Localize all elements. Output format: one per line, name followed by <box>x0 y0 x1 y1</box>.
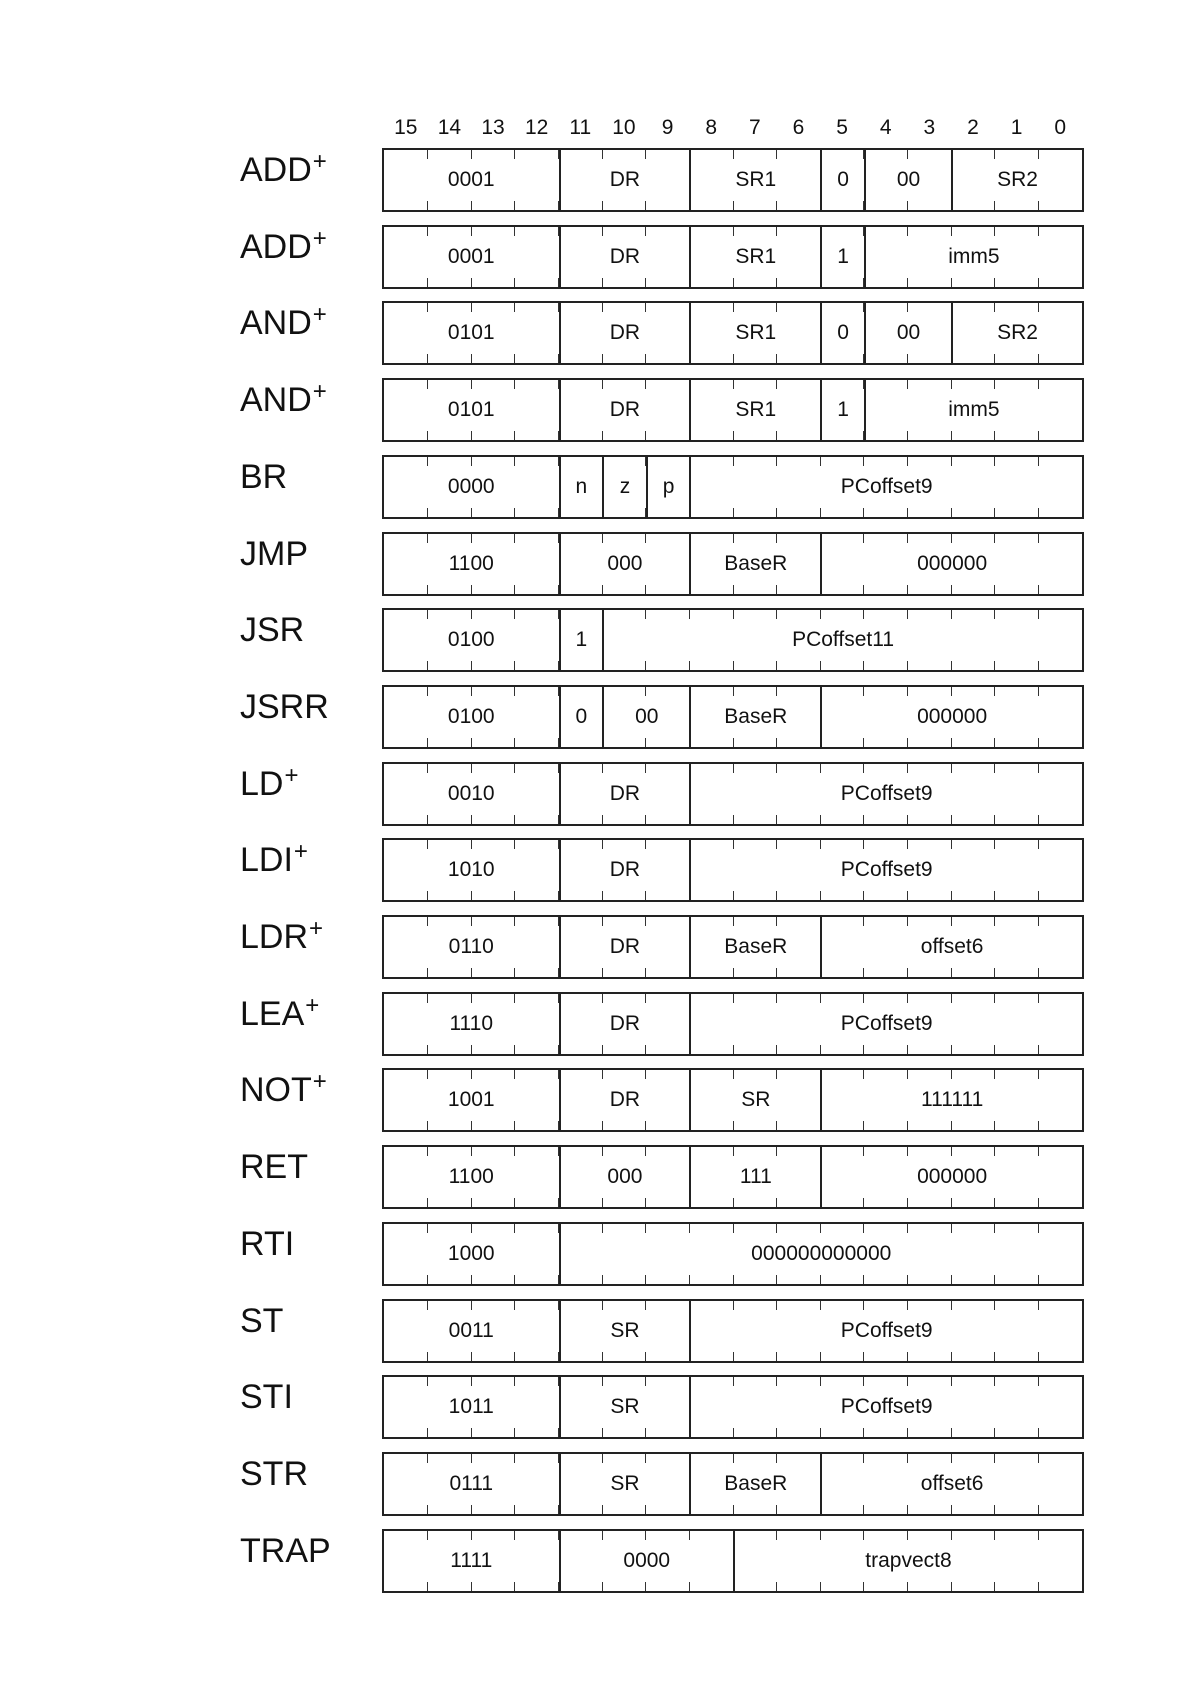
bit-field: PCoffset9 <box>689 457 1082 517</box>
instruction-word-box <box>382 838 1084 902</box>
instruction-row <box>0 685 1192 749</box>
instruction-word-box <box>382 1299 1084 1363</box>
bit-field: BaseR <box>689 917 820 977</box>
bit-field: SR <box>559 1454 690 1514</box>
bit-field: offset6 <box>820 1454 1082 1514</box>
bit-field: 0001 <box>447 168 495 191</box>
bit-field: 1100 <box>448 551 494 575</box>
mnemonic-text: NOT <box>240 1071 312 1110</box>
instruction-mnemonic <box>240 1531 331 1571</box>
mnemonic-text: ADD <box>240 151 312 189</box>
bit-field: 1111 <box>450 1548 493 1572</box>
bit-position-label: 14 <box>437 116 462 139</box>
bit-field: DR <box>559 380 690 440</box>
instruction-row <box>0 225 1192 289</box>
mnemonic-text: JSR <box>240 611 305 650</box>
mnemonic-text: LDR <box>240 918 309 956</box>
mnemonic-text: STR <box>240 1454 308 1493</box>
instruction-mnemonic <box>240 457 287 497</box>
bit-field: 1110 <box>449 1011 494 1035</box>
bit-field: SR <box>689 1070 820 1130</box>
bit-position-label: 12 <box>525 116 549 139</box>
bit-position-label: 2 <box>967 116 979 139</box>
bit-field: 1 <box>820 227 864 287</box>
instruction-mnemonic <box>240 687 329 727</box>
instruction-row <box>0 148 1192 212</box>
bit-field: 0001 <box>447 244 495 268</box>
mnemonic-text: JMP <box>240 534 308 573</box>
bit-field: 000000 <box>820 534 1082 594</box>
instruction-mnemonic <box>240 1454 308 1494</box>
bit-field: 0011 <box>448 1318 494 1342</box>
instruction-mnemonic <box>240 840 308 880</box>
bit-field: 1001 <box>447 1088 495 1112</box>
bit-field: 00 <box>864 150 951 210</box>
instruction-word-box <box>382 532 1084 596</box>
instruction-mnemonic <box>240 917 323 957</box>
bit-field: BaseR <box>689 534 820 594</box>
bit-field: 0 <box>559 687 603 747</box>
mnemonic-text: STI <box>240 1378 293 1417</box>
bit-field: PCoffset9 <box>689 764 1082 824</box>
instruction-row <box>0 838 1192 902</box>
instruction-word-box <box>382 1529 1084 1593</box>
bit-field: SR <box>559 1377 690 1437</box>
condition-code-marker: + <box>312 301 327 329</box>
bit-field: 000 <box>559 1147 690 1207</box>
bit-position-label: 7 <box>748 116 761 139</box>
bit-field: 0101 <box>447 398 495 422</box>
condition-code-marker: + <box>284 761 299 789</box>
bit-field: BaseR <box>689 687 820 747</box>
bit-field: DR <box>559 917 690 977</box>
bit-field: 0 <box>820 150 864 210</box>
condition-code-marker: + <box>312 1068 327 1096</box>
bit-position-label: 10 <box>612 116 636 139</box>
instruction-word-box <box>382 148 1084 212</box>
mnemonic-text: ADD <box>240 227 312 266</box>
bit-field: 111111 <box>820 1070 1082 1130</box>
condition-code-marker: + <box>293 838 308 866</box>
bit-field: 1100 <box>448 1165 494 1189</box>
bit-field: 1010 <box>447 858 495 882</box>
bit-field: n <box>559 457 603 517</box>
instruction-row <box>0 1222 1192 1286</box>
bit-field: 0010 <box>447 781 495 805</box>
bit-field: PCoffset9 <box>689 1377 1082 1437</box>
bit-field: 0101 <box>447 321 495 345</box>
instruction-mnemonic <box>240 1070 327 1110</box>
instruction-mnemonic <box>240 610 304 650</box>
bit-field: PCoffset11 <box>602 610 1082 670</box>
bit-position-label: 11 <box>569 116 592 139</box>
mnemonic-text: ST <box>240 1301 284 1340</box>
instruction-row <box>0 1375 1192 1439</box>
bit-field: SR <box>559 1301 690 1361</box>
instruction-mnemonic <box>240 380 327 420</box>
bit-field: 1 <box>820 380 864 440</box>
bit-field: DR <box>559 150 690 210</box>
bit-field: 0000 <box>559 1531 734 1591</box>
bit-position-label: 3 <box>923 116 936 139</box>
bit-field: offset6 <box>820 917 1082 977</box>
bit-field: 0000 <box>447 474 495 498</box>
instruction-mnemonic <box>240 303 327 343</box>
bit-field: 000000000000 <box>559 1224 1083 1284</box>
bit-field: 000000 <box>820 1147 1082 1207</box>
bit-field: 111 <box>689 1147 820 1207</box>
bit-field: PCoffset9 <box>689 994 1082 1054</box>
bit-field: SR1 <box>689 303 820 363</box>
mnemonic-text: RET <box>240 1148 308 1187</box>
bit-field: 1 <box>559 610 603 670</box>
mnemonic-text: AND <box>240 304 312 343</box>
bit-field: 0111 <box>449 1471 494 1495</box>
mnemonic-text: JSRR <box>240 687 329 726</box>
mnemonic-text: LD <box>240 764 284 803</box>
instruction-row <box>0 301 1192 365</box>
bit-position-label: 5 <box>836 116 848 139</box>
condition-code-marker: + <box>309 915 324 942</box>
instruction-row <box>0 378 1192 442</box>
instruction-word-box <box>382 1375 1084 1439</box>
bit-field: DR <box>559 1070 690 1130</box>
condition-code-marker: + <box>305 991 320 1019</box>
bit-field: PCoffset9 <box>689 1301 1082 1361</box>
instruction-row <box>0 1529 1192 1593</box>
bit-field: BaseR <box>689 1454 820 1514</box>
mnemonic-text: TRAP <box>240 1531 331 1570</box>
instruction-word-box <box>382 992 1084 1056</box>
bit-field: DR <box>559 994 690 1054</box>
instruction-mnemonic <box>240 1301 283 1341</box>
instruction-row <box>0 1068 1192 1132</box>
condition-code-marker: + <box>312 378 327 406</box>
bit-field: 000 <box>559 534 690 594</box>
instruction-word-box <box>382 455 1084 519</box>
instruction-word-box <box>382 1222 1084 1286</box>
instruction-mnemonic <box>240 761 299 804</box>
instruction-mnemonic <box>240 224 327 267</box>
mnemonic-text: LEA <box>240 994 305 1033</box>
instruction-mnemonic <box>240 1147 308 1187</box>
mnemonic-text: RTI <box>240 1224 295 1263</box>
bit-field: DR <box>559 227 690 287</box>
mnemonic-text: AND <box>240 381 312 420</box>
mnemonic-text: BR <box>240 457 288 496</box>
mnemonic-text: LDI <box>240 841 293 880</box>
instruction-mnemonic <box>240 150 327 190</box>
bit-field: SR2 <box>951 150 1082 210</box>
bit-field: SR1 <box>689 380 820 440</box>
bit-field: SR1 <box>689 227 820 287</box>
instruction-word-box <box>382 225 1084 289</box>
instruction-word-box <box>382 1145 1084 1209</box>
instruction-word-box <box>382 685 1084 749</box>
bit-field: PCoffset9 <box>689 840 1082 900</box>
bit-position-label: 6 <box>792 116 805 139</box>
instruction-word-box <box>382 915 1084 979</box>
bit-field: 0 <box>820 303 864 363</box>
bit-field: 00 <box>864 303 951 363</box>
bit-field: 00 <box>602 687 689 747</box>
instruction-row <box>0 1145 1192 1209</box>
bit-position-label: 4 <box>879 116 892 139</box>
bit-position-label: 9 <box>661 116 674 139</box>
bit-field: z <box>602 457 646 517</box>
bit-field: imm5 <box>864 380 1082 440</box>
instruction-row <box>0 762 1192 826</box>
condition-code-marker: + <box>312 148 327 175</box>
instruction-word-box <box>382 762 1084 826</box>
bit-field: 0100 <box>447 704 495 728</box>
bit-field: SR1 <box>689 150 820 210</box>
condition-code-marker: + <box>312 224 327 252</box>
instruction-mnemonic <box>240 1224 294 1264</box>
bit-position-label: 1 <box>1010 116 1023 139</box>
bit-field: SR2 <box>951 303 1082 363</box>
instruction-row <box>0 915 1192 979</box>
bit-field: 1011 <box>448 1395 494 1419</box>
bit-field: 0100 <box>447 628 495 652</box>
bit-field: DR <box>559 303 690 363</box>
bit-field: 0110 <box>448 935 494 958</box>
instruction-row <box>0 992 1192 1056</box>
instruction-word-box <box>382 1452 1084 1516</box>
instruction-mnemonic <box>240 991 320 1034</box>
instruction-mnemonic <box>240 534 308 574</box>
instruction-row <box>0 1299 1192 1363</box>
bit-position-label: 13 <box>481 116 505 139</box>
instruction-row <box>0 608 1192 672</box>
instruction-row <box>0 1452 1192 1516</box>
instruction-mnemonic <box>240 1377 293 1417</box>
instruction-word-box <box>382 1068 1084 1132</box>
bit-field: DR <box>559 764 690 824</box>
instruction-word-box <box>382 378 1084 442</box>
bit-position-label: 8 <box>705 116 718 139</box>
instruction-row <box>0 532 1192 596</box>
instruction-row <box>0 455 1192 519</box>
bit-position-label: 0 <box>1054 116 1067 139</box>
bit-field: 1000 <box>447 1241 495 1265</box>
instruction-word-box <box>382 608 1084 672</box>
bit-field: trapvect8 <box>733 1531 1082 1591</box>
instruction-word-box <box>382 301 1084 365</box>
bit-field: p <box>646 457 690 517</box>
bit-field: DR <box>559 840 690 900</box>
bit-field: 000000 <box>820 687 1082 747</box>
bit-position-label: 15 <box>394 116 418 139</box>
bit-field: imm5 <box>864 227 1082 287</box>
